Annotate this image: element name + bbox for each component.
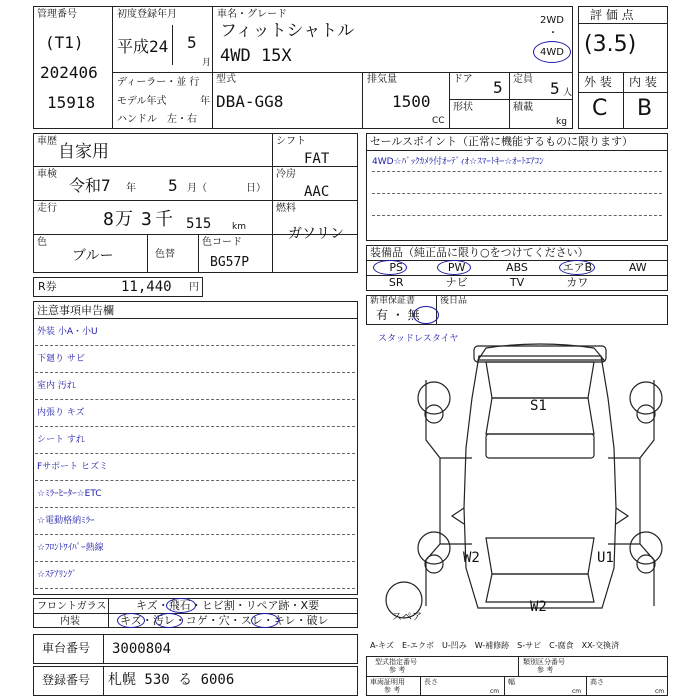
divider bbox=[366, 150, 668, 151]
inspect-label: 車検 bbox=[37, 169, 57, 180]
inspect-day-unit: 日） bbox=[246, 183, 266, 194]
divider bbox=[112, 72, 573, 73]
interior-label: 内装 bbox=[60, 616, 80, 627]
equipment-item: SR bbox=[388, 276, 404, 289]
inspect-year-unit: 年 bbox=[126, 183, 136, 194]
divider bbox=[198, 234, 199, 273]
load-label: 積載 bbox=[513, 102, 533, 113]
code-value: BG57P bbox=[210, 255, 250, 270]
divider bbox=[212, 6, 213, 129]
door-value: 5 bbox=[493, 78, 503, 97]
inspect-month-unit: 月（ bbox=[187, 183, 207, 194]
note-line: 外装 小A・小U bbox=[37, 327, 98, 337]
cert-cm-2: cm bbox=[572, 688, 582, 695]
spare-label: スペア bbox=[392, 612, 422, 623]
car-no-label: 車台番号 bbox=[42, 641, 91, 655]
fuel-label: 燃料 bbox=[276, 203, 296, 214]
warranty-new-label: 新車保証書 bbox=[370, 296, 416, 306]
divider bbox=[272, 133, 273, 273]
warranty-ring bbox=[413, 306, 439, 324]
history-label: 車歴 bbox=[37, 136, 57, 147]
inspect-month: 5 bbox=[168, 176, 178, 195]
equipment-item: ABS bbox=[506, 261, 528, 274]
drive-4wd: 4WD bbox=[540, 47, 564, 58]
equipment-item: PW bbox=[447, 261, 466, 274]
drive-4wd-ring bbox=[533, 41, 571, 63]
ruled-line bbox=[35, 372, 355, 373]
cert-cell-3: 車両証明用 bbox=[370, 678, 405, 686]
equipment-item: PS bbox=[389, 261, 403, 274]
divider bbox=[172, 25, 173, 65]
equipment-item: TV bbox=[509, 276, 525, 289]
cert-cell-1: 型式指定番号 bbox=[375, 658, 417, 666]
note-line: 内張り キズ bbox=[37, 408, 85, 418]
equipment-item: ナビ bbox=[445, 276, 468, 289]
disp-value: 1500 bbox=[392, 92, 431, 111]
eval-label: 評 価 点 bbox=[590, 8, 634, 22]
mileage-rest: 515 bbox=[186, 216, 212, 232]
cert-length: 長さ bbox=[424, 678, 438, 686]
divider bbox=[623, 72, 624, 129]
ps-ring bbox=[373, 260, 407, 275]
cert-ref-3: 参 考 bbox=[384, 686, 401, 694]
cert-ref-1: 参 考 bbox=[389, 666, 406, 674]
sales-title: セールスポイント（正常に機能するものに限ります） bbox=[370, 135, 634, 148]
glass-ring bbox=[166, 598, 196, 613]
color-label: 色 bbox=[37, 237, 47, 248]
int-grade: B bbox=[637, 96, 653, 121]
divider bbox=[33, 318, 358, 319]
history-value: 自家用 bbox=[58, 142, 109, 162]
warranty-rear-label: 後日品 bbox=[440, 296, 468, 306]
cert-ref-2: 参 考 bbox=[537, 666, 554, 674]
divider bbox=[509, 72, 510, 129]
mgmt-code: (T1) bbox=[45, 33, 84, 52]
ruled-line bbox=[35, 480, 355, 481]
damage-mark: W2 bbox=[530, 599, 547, 615]
divider bbox=[366, 676, 668, 677]
sales-line-1: 4WD☆ﾊﾞｯｸｶﾒﾗ付ｵｰﾃﾞｨｵ☆ｽﾏｰﾄｷｰ☆ｵｰﾄｴｱｺﾝ bbox=[372, 157, 544, 167]
interior-ring-1 bbox=[117, 613, 145, 628]
type-label: 型式 bbox=[216, 74, 236, 85]
pw-ring bbox=[437, 260, 471, 275]
mileage-sen: 3 bbox=[141, 209, 152, 230]
cert-width: 幅 bbox=[508, 678, 515, 686]
note-line: 下廻り サビ bbox=[37, 354, 85, 364]
ruled-line bbox=[35, 534, 355, 535]
reg-no-label: 登録番号 bbox=[42, 673, 91, 687]
capacity-value: 5 bbox=[550, 79, 560, 98]
cert-cell-2: 類別区分番号 bbox=[523, 658, 565, 666]
r-label: R券 bbox=[38, 280, 57, 293]
drive-dot: ・ bbox=[548, 28, 558, 39]
note-line: ☆ﾐﾗｰﾋｰﾀｰ☆ETC bbox=[37, 489, 102, 499]
divider bbox=[518, 656, 519, 676]
note-line: シート すれ bbox=[37, 435, 85, 445]
damage-mark: U1 bbox=[597, 550, 614, 566]
door-label: ドア bbox=[453, 74, 473, 85]
divider bbox=[504, 676, 505, 696]
ruled-line bbox=[372, 215, 662, 216]
damage-mark: W2 bbox=[463, 550, 480, 566]
eval-score: (3.5) bbox=[584, 32, 637, 57]
interior-ring-3 bbox=[251, 613, 279, 628]
divider bbox=[420, 676, 421, 696]
shift-label: シフト bbox=[276, 136, 306, 147]
mgmt-label: 管理番号 bbox=[37, 9, 77, 20]
divider bbox=[362, 72, 363, 129]
mileage-unit: km bbox=[232, 222, 246, 232]
mileage-sen-unit: 千 bbox=[155, 209, 173, 230]
r-value: 11,440 bbox=[121, 279, 172, 295]
drive-2wd: 2WD bbox=[540, 15, 564, 26]
note-line: Fサポート ヒズミ bbox=[37, 462, 109, 472]
handle-label: ハンドル 左・右 bbox=[117, 114, 197, 125]
model-year-unit: 年 bbox=[200, 96, 210, 107]
notes-title: 注意事項申告欄 bbox=[37, 304, 114, 317]
color-value: ブルー bbox=[72, 248, 114, 264]
ruled-line bbox=[35, 588, 355, 589]
dealer-label: ディーラー・並 行 bbox=[117, 77, 200, 88]
ac-label: 冷房 bbox=[276, 169, 296, 180]
equipment-item: エアB bbox=[562, 261, 593, 274]
int-label: 内 装 bbox=[629, 75, 657, 89]
repaint-label: 色替 bbox=[155, 249, 175, 260]
reg-era: 平成24 bbox=[117, 37, 169, 56]
disp-label: 排気量 bbox=[367, 74, 397, 85]
ruled-line bbox=[35, 453, 355, 454]
mileage-man: 8 bbox=[103, 209, 114, 230]
divider bbox=[103, 666, 104, 696]
model-year-label: モデル年式 bbox=[117, 96, 167, 107]
reg-no: 札幌 530 る 6006 bbox=[108, 672, 235, 688]
mgmt-num1: 202406 bbox=[40, 63, 98, 82]
studless-label: スタッドレスタイヤ bbox=[378, 334, 459, 344]
equipment-item: カワ bbox=[566, 276, 589, 289]
ruled-line bbox=[372, 193, 662, 194]
interior-ring-2 bbox=[155, 613, 183, 628]
note-line: ☆ｽﾃｱﾘﾝｸﾞ bbox=[37, 570, 77, 580]
cert-cm-3: cm bbox=[655, 688, 665, 695]
note-line: ☆ﾌﾛﾝﾄﾜｲﾊﾟｰ熱線 bbox=[37, 543, 104, 553]
reg-label: 初度登録年月 bbox=[117, 9, 177, 20]
ruled-line bbox=[35, 345, 355, 346]
r-unit: 円 bbox=[189, 282, 199, 293]
ruled-line bbox=[35, 426, 355, 427]
ruled-line bbox=[35, 507, 355, 508]
load-unit: kg bbox=[556, 117, 567, 127]
divider bbox=[108, 598, 109, 628]
code-label: 色コード bbox=[202, 237, 242, 248]
car-no: 3000804 bbox=[112, 641, 172, 657]
divider bbox=[578, 23, 668, 24]
car-diagram bbox=[374, 338, 668, 620]
ruled-line bbox=[35, 561, 355, 562]
glass-value: キズ・飛石・ヒビ割・リペア跡・X要 bbox=[136, 599, 320, 612]
equipment-item: AW bbox=[628, 261, 647, 274]
mileage-man-unit: 万 bbox=[115, 209, 133, 230]
divider bbox=[112, 6, 113, 129]
mileage-label: 走行 bbox=[37, 203, 57, 214]
disp-unit: CC bbox=[432, 116, 445, 126]
capacity-unit: 人 bbox=[563, 88, 573, 98]
shift-value: FAT bbox=[304, 151, 330, 167]
ruled-line bbox=[35, 399, 355, 400]
type-value: DBA-GG8 bbox=[216, 92, 284, 111]
capacity-label: 定員 bbox=[513, 74, 533, 85]
damage-mark: S1 bbox=[530, 398, 547, 414]
inspect-era: 令和7 bbox=[69, 176, 111, 195]
warranty-value: 有 ・ 無 bbox=[376, 308, 420, 322]
fuel-value: ガソリン bbox=[288, 226, 344, 242]
airbag-ring bbox=[559, 260, 595, 275]
shape-label: 形状 bbox=[453, 102, 473, 113]
ext-grade: C bbox=[592, 96, 608, 121]
interior-value: キズ・汚レ・コゲ・穴・スレ・キレ・破レ bbox=[120, 614, 329, 627]
divider bbox=[103, 634, 104, 664]
divider bbox=[449, 99, 573, 100]
divider bbox=[578, 92, 668, 93]
note-line: ☆電動格納ﾐﾗｰ bbox=[37, 516, 95, 526]
reg-month-unit: 月 bbox=[202, 58, 212, 68]
divider bbox=[449, 72, 450, 129]
glass-label: フロントガラス bbox=[37, 601, 107, 612]
ext-label: 外 装 bbox=[584, 75, 612, 89]
divider bbox=[586, 676, 587, 696]
r-ticket-frame bbox=[33, 277, 203, 297]
damage-legend: A-キズ E-エクボ U-凹み W-補修跡 S-サビ C-腐食 XX-交換済 bbox=[370, 641, 620, 650]
ac-value: AAC bbox=[304, 184, 330, 200]
mgmt-num2: 15918 bbox=[47, 93, 96, 112]
model-grade: 4WD 15X bbox=[220, 46, 292, 66]
note-line: 室内 汚れ bbox=[37, 381, 76, 391]
cert-cm-1: cm bbox=[490, 688, 500, 695]
model-label: 車名・グレード bbox=[217, 9, 287, 20]
reg-month: 5 bbox=[187, 33, 197, 52]
ruled-line bbox=[372, 171, 662, 172]
model-name: フィットシャトル bbox=[220, 21, 355, 41]
cert-height: 高さ bbox=[590, 678, 604, 686]
equipment-title: 装備品（純正品に限り○をつけてください） bbox=[370, 246, 589, 259]
divider bbox=[147, 234, 148, 273]
